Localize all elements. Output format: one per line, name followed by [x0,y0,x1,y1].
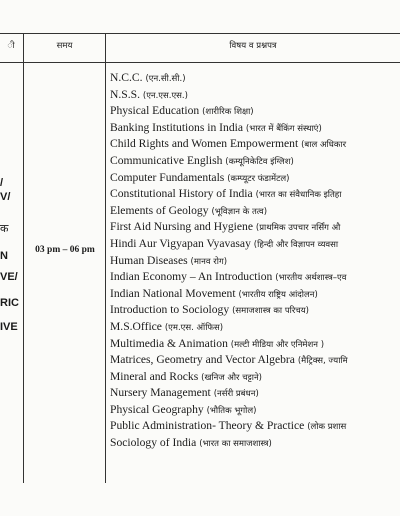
subject-item [110,418,400,435]
left-col-fragment: IVE [0,321,18,333]
subject-hindi: (बाल अधिकार [301,140,347,151]
left-col-fragment: RIC [0,297,19,309]
subject-hindi: (मल्टी मीडिया और एनिमेशन ) [230,339,325,350]
subject-english: Physical Geography [110,402,204,416]
subject-english: Indian National Movement [110,286,236,300]
header-bottom-rule [0,62,400,63]
left-col-fragment: N [0,250,8,262]
subject-hindi: (एन.एस.एस.) [142,90,188,101]
subject-item [110,369,400,386]
time-slot: 03 pm – 06 pm [35,245,95,255]
subject-english: Matrices, Geometry and Vector Algebra [110,353,295,367]
subject-hindi: (प्राथमिक उपचार नर्सिंग औ [255,223,341,234]
subject-english: Hindi Aur Vigyapan Vyavasay [110,236,251,250]
subject-hindi: (भारतीय राष्ट्रिय आंदोलन) [238,289,318,300]
subject-hindi: (भौतिक भूगोल) [206,405,257,416]
subject-hindi: (शारीरिक शिक्षा) [202,107,254,118]
subject-item [110,236,400,253]
subject-hindi: (मानव रोग) [190,256,228,267]
column-divider-time [105,33,106,483]
subject-item [110,170,400,187]
left-col-fragment: / [0,177,4,189]
subject-english: Public Administration- Theory & Practice [110,419,305,433]
left-col-fragment: V/ [0,191,11,203]
subject-hindi: (एम.एस. ऑफिस) [164,322,224,333]
header-time: समय [56,41,73,51]
subject-item [110,385,400,402]
subject-english: Introduction to Sociology [110,303,230,317]
subject-hindi: (कम्यूनिकेटिव इंग्लिश) [225,156,294,167]
subject-english: First Aid Nursing and Hygiene [110,220,253,234]
subject-item [110,435,400,452]
subject-hindi: (भारत का समाजशास्त्र) [199,439,272,450]
subject-english: Indian Economy – An Introduction [110,270,273,284]
table-top-rule [0,33,400,34]
subject-item [110,336,400,353]
subject-english: Mineral and Rocks [110,369,199,383]
header-subjects: विषय व प्रश्नपत्र [229,41,277,51]
subject-english: Human Diseases [110,253,188,267]
subject-hindi: (एन.सी.सी.) [145,74,186,84]
subject-english: Computer Fundamentals [110,170,225,184]
subject-item [110,87,400,104]
subject-hindi: (भारतीय अर्थशास्त्र–एव [275,273,347,284]
subject-item [110,219,400,236]
subject-english: Elements of Geology [110,203,209,217]
left-col-fragment: VE/ [0,271,18,283]
subject-item [110,186,400,203]
subject-list [110,70,400,452]
subject-item [110,70,400,87]
subject-hindi: (भारत का संवैधानिक इतिहा [255,190,342,201]
subject-english: Child Rights and Women Empowerment [110,137,299,151]
subject-hindi: (कम्प्यूटर फंडामेंटल) [227,173,290,184]
subject-english: N.S.S. [110,87,140,101]
subject-hindi: (भारत में बैंकिंग संस्थाएं) [245,123,322,134]
subject-english: M.S.Office [110,319,162,333]
subject-hindi: (नर्सरी प्रबंधन) [213,389,259,400]
subject-english: Sociology of India [110,436,197,450]
subject-item [110,103,400,120]
subject-english: Banking Institutions in India [110,120,243,134]
subject-item [110,120,400,137]
subject-item [110,153,400,170]
subject-item [110,136,400,153]
subject-hindi: (खनिज और चट्टाने) [201,372,263,383]
subject-hindi: (मैट्रिक्स, ज्यामि [297,356,348,367]
subject-item [110,253,400,270]
header-left-fragment: ी [7,41,15,51]
subject-item [110,203,400,220]
subject-item [110,402,400,419]
subject-english: Nursery Management [110,386,211,400]
subject-english: Physical Education [110,104,200,118]
subject-item [110,302,400,319]
subject-hindi: (भूविज्ञान के तत्व) [211,206,268,217]
subject-hindi: (हिन्दी और विज्ञापन व्यवसा [253,239,339,250]
subject-item [110,269,400,286]
subject-item [110,352,400,369]
left-col-fragment: क [0,223,9,235]
subject-item [110,319,400,336]
subject-english: N.C.C. [110,71,143,84]
column-divider-left [23,33,24,483]
subject-english: Constitutional History of India [110,187,253,201]
subject-hindi: (लोक प्रशास [307,422,347,433]
subject-english: Communicative English [110,153,223,167]
subject-hindi: (समाजशास्त्र का परिचय) [232,306,309,317]
subject-english: Multimedia & Animation [110,336,228,350]
subject-item [110,286,400,303]
